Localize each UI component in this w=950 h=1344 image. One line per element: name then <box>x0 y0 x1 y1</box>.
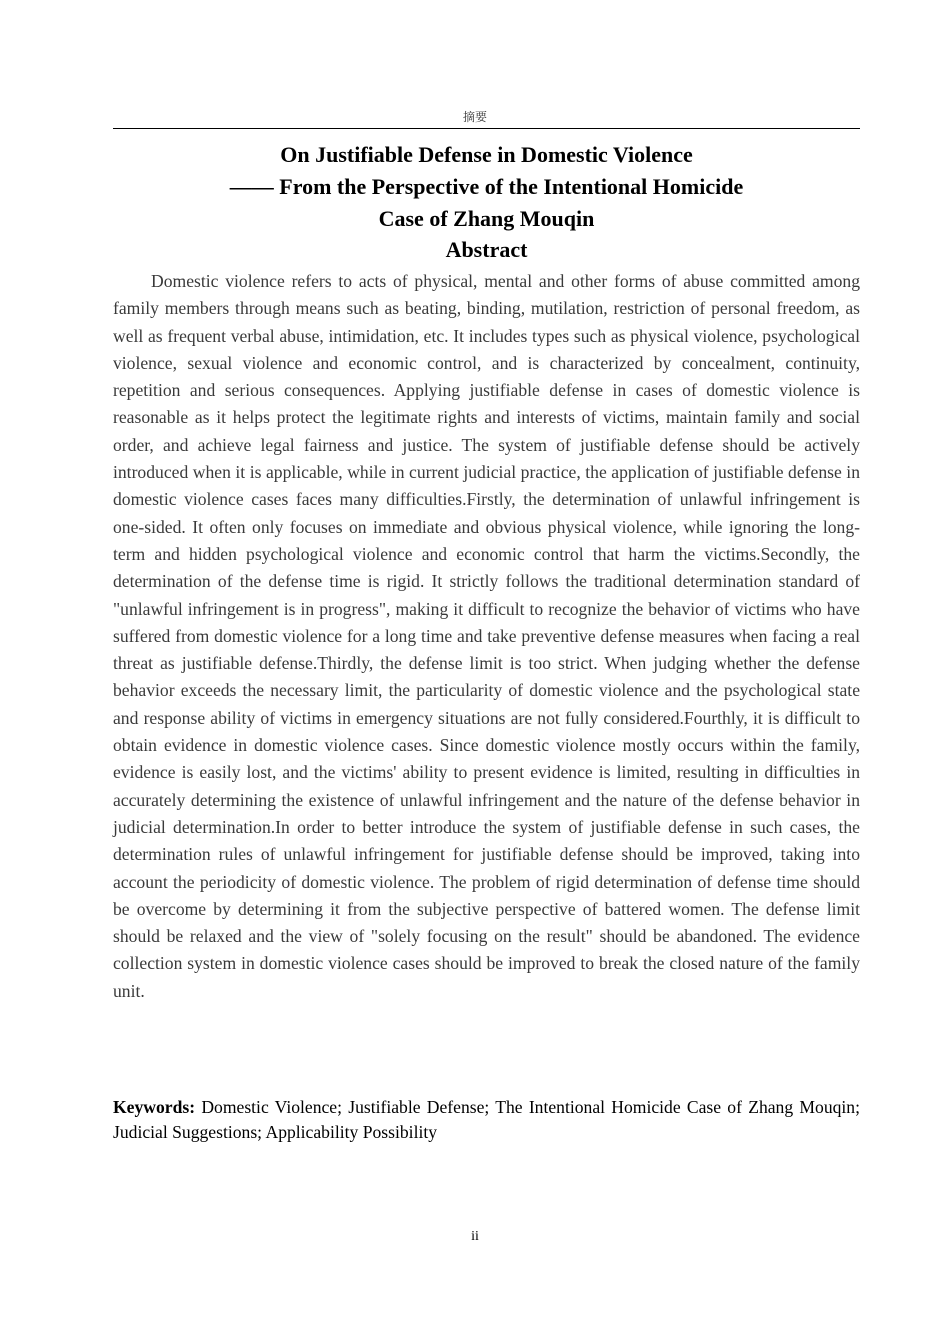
header-rule <box>113 128 860 129</box>
title-line-1: On Justifiable Defense in Domestic Violence <box>280 142 693 167</box>
abstract-body: Domestic violence refers to acts of physical, mental and other forms of abuse committed among family members through means such as beating, binding, mutilation, restriction of personal freedom, as well as frequent verbal abuse, intimidation, etc. It includes types such as physical violence, psychological violence, sexual violence and economic control, and is characterized by concealment, continuity, repetition and serious consequences. Applying justifiable defense in cases of domestic violence is reasonable as it helps protect the legitimate rights and interests of victims, maintain family and social order, and achieve legal fairness and justice. The system of justifiable defense should be actively introduced when it is applicable, while in current judicial practice, the application of justifiable defense in domestic violence cases faces many difficulties.Firstly, the determination of unlawful infringement is one-sided. It often only focuses on immediate and obvious physical violence, while ignoring the long-term and hidden psychological violence and economic control that harm the victims.Secondly, the determination of the defense time is rigid. It strictly follows the traditional determination standard of "unlawful infringement is in progress", making it difficult to recognize the behavior of victims who have suffered from domestic violence for a long time and take preventive defense measures when facing a real threat as justifiable defense.Thirdly, the defense limit is too strict. When judging whether the defense behavior exceeds the necessary limit, the particularity of domestic violence and the psychological state and response ability of victims in emergency situations are not fully considered.Fourthly, it is difficult to obtain evidence in domestic violence cases. Since domestic violence mostly occurs within the family, evidence is easily lost, and the victims' ability to present evidence is limited, resulting in difficulties in accurately determining the existence of unlawful infringement and the nature of the defense behavior in judicial determination.In order to better introduce the system of justifiable defense in such cases, the determination rules of unlawful infringement for justifiable defense should be improved, taking into account the periodicity of domestic violence. The problem of rigid determination of defense time should be overcome by determining it from the subjective perspective of battered women. The defense limit should be relaxed and the view of "solely focusing on the result" should be abandoned. The evidence collection system in domestic violence cases should be improved to break the closed nature of the family unit. <box>113 271 860 1001</box>
document-title <box>113 139 860 235</box>
keywords-paragraph <box>113 1095 860 1145</box>
abstract-heading: Abstract <box>445 237 528 262</box>
page-number: ii <box>471 1229 479 1244</box>
keywords-text: Domestic Violence; Justifiable Defense; The Intentional Homicide Case of Zhang Mouqin; Judicial Suggestions; Applicability Possibility <box>113 1097 860 1142</box>
title-line-2: —— From the Perspective of the Intentional Homicide <box>229 174 744 199</box>
keywords-label: Keywords: <box>113 1097 196 1117</box>
running-header: 摘要 <box>462 110 487 124</box>
title-line-3: Case of Zhang Mouqin <box>378 206 595 231</box>
